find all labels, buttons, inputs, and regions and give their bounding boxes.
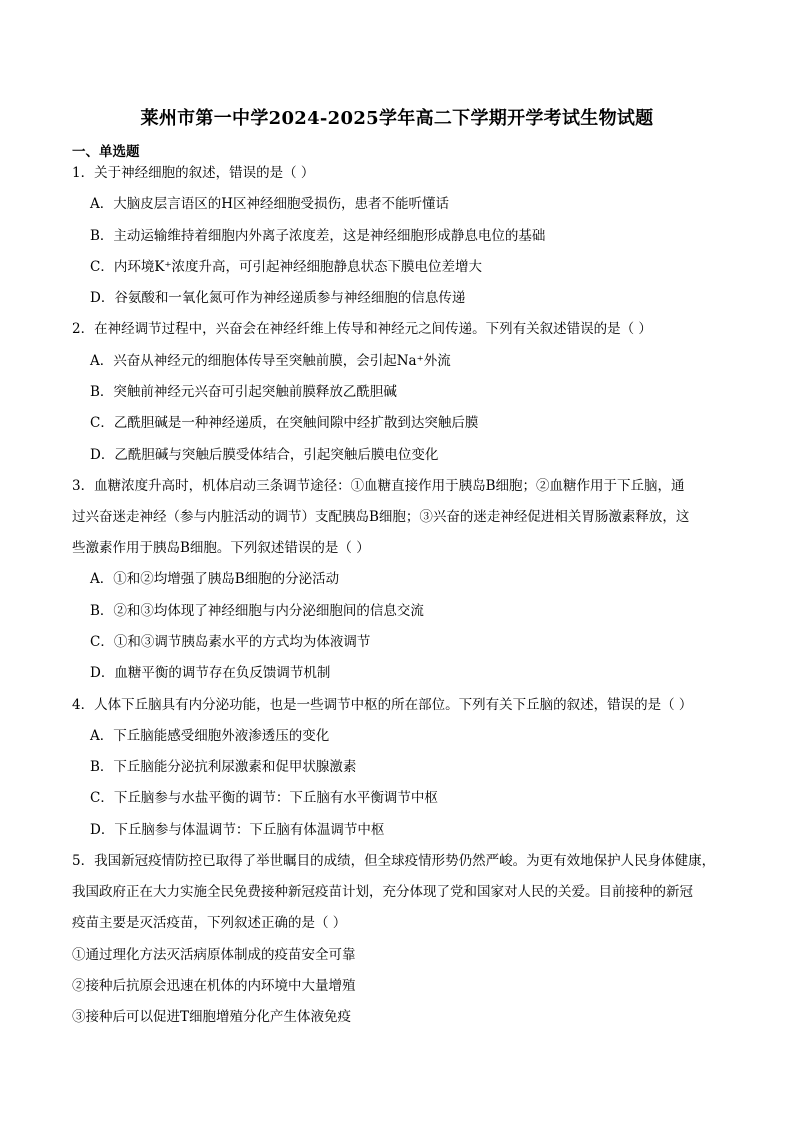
question-2-option-d: D．乙酰胆碱与突触后膜受体结合，引起突触后膜电位变化 — [90, 447, 439, 463]
question-4-stem: 4．人体下丘脑具有内分泌功能，也是一些调节中枢的所在部位。下列有关下丘脑的叙述，错误的是（ ） — [72, 697, 693, 713]
question-4-option-c: C．下丘脑参与水盐平衡的调节：下丘脑有水平衡调节中枢 — [90, 790, 438, 806]
question-3-option-a: A．①和②均增强了胰岛B细胞的分泌活动 — [90, 571, 340, 587]
question-5-statement-2: ②接种后抗原会迅速在机体的内环境中大量增殖 — [72, 978, 356, 994]
question-1-option-c: C．内环境K⁺浓度升高，可引起神经细胞静息状态下膜电位差增大 — [90, 259, 483, 275]
question-5-statement-1: ①通过理化方法灭活病原体制成的疫苗安全可靠 — [72, 947, 356, 963]
question-3-stem-line-2: 过兴奋迷走神经（参与内脏活动的调节）支配胰岛B细胞；③兴奋的迷走神经促进相关胃肠激素释放，这 — [72, 509, 690, 525]
question-5-stem-line-1: 5．我国新冠疫情防控已取得了举世瞩目的成绩，但全球疫情形势仍然严峻。为更有效地保护人民身体健康， — [72, 853, 716, 869]
question-3-stem-line-3: 些激素作用于胰岛B细胞。下列叙述错误的是（ ） — [72, 540, 370, 556]
question-1-stem: 1．关于神经细胞的叙述，错误的是（ ） — [72, 165, 315, 181]
question-5-statement-3: ③接种后可以促进T细胞增殖分化产生体液免疫 — [72, 1009, 352, 1025]
section-heading: 一、单选题 — [72, 144, 140, 160]
question-1-option-d: D．谷氨酸和一氧化氮可作为神经递质参与神经细胞的信息传递 — [90, 290, 466, 306]
question-3-stem-line-1: 3．血糖浓度升高时，机体启动三条调节途径：①血糖直接作用于胰岛B细胞；②血糖作用于下丘脑，通 — [72, 478, 685, 494]
question-4-option-d: D．下丘脑参与体温调节：下丘脑有体温调节中枢 — [90, 822, 385, 838]
question-3-option-c: C．①和③调节胰岛素水平的方式均为体液调节 — [90, 634, 371, 650]
question-3-option-d: D．血糖平衡的调节存在负反馈调节机制 — [90, 665, 331, 681]
question-5-stem-line-2: 我国政府正在大力实施全民免费接种新冠疫苗计划，充分体现了党和国家对人民的关爱。目前接种的新冠 — [72, 884, 693, 900]
question-5-stem-line-3: 疫苗主要是灭活疫苗，下列叙述正确的是（ ） — [72, 915, 347, 931]
question-2-option-a: A．兴奋从神经元的细胞体传导至突触前膜，会引起Na⁺外流 — [90, 353, 451, 369]
question-2-option-b: B．突触前神经元兴奋可引起突触前膜释放乙酰胆碱 — [90, 384, 397, 400]
question-2-stem: 2．在神经调节过程中，兴奋会在神经纤维上传导和神经元之间传递。下列有关叙述错误的是（ ） — [72, 321, 652, 337]
question-1-option-b: B．主动运输维持着细胞内外离子浓度差，这是神经细胞形成静息电位的基础 — [90, 228, 546, 244]
question-4-option-a: A．下丘脑能感受细胞外液渗透压的变化 — [90, 728, 330, 744]
question-1-option-a: A．大脑皮层言语区的H区神经细胞受损伤，患者不能听懂话 — [90, 196, 450, 212]
question-4-option-b: B．下丘脑能分泌抗利尿激素和促甲状腺激素 — [90, 759, 357, 775]
question-2-option-c: C．乙酰胆碱是一种神经递质，在突触间隙中经扩散到达突触后膜 — [90, 415, 479, 431]
page-title: 莱州市第一中学2024-2025学年高二下学期开学考试生物试题 — [140, 108, 654, 129]
question-3-option-b: B．②和③均体现了神经细胞与内分泌细胞间的信息交流 — [90, 603, 424, 619]
